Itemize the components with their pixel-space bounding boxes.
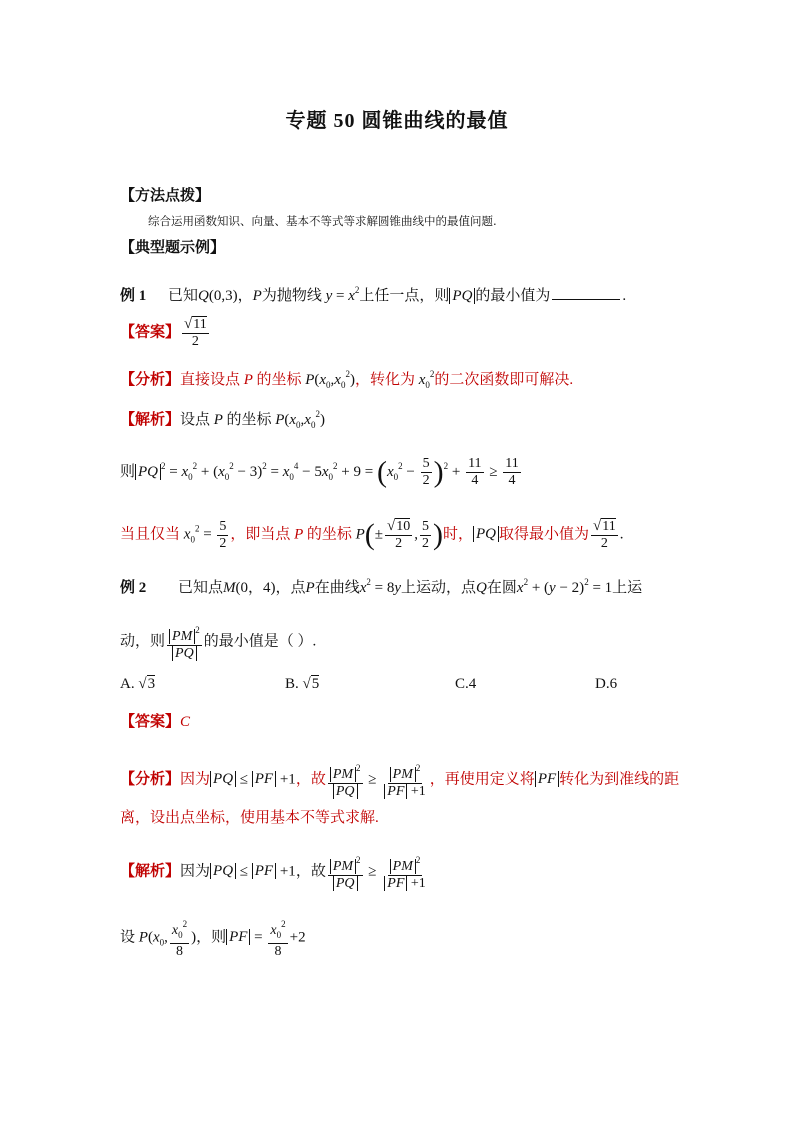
text-fragment: ，转化为 [354, 372, 415, 388]
option-b[interactable]: B. √5 [285, 676, 320, 692]
text-fragment: (0，4)，点 [235, 580, 306, 596]
analysis-label: 【分析】 [120, 372, 181, 388]
text-fragment: 为抛物线 [261, 288, 322, 304]
method-text: 综合运用函数知识、向量、基本不等式等求解圆锥曲线中的最值问题. [148, 214, 497, 228]
text-fragment: 上运动，点 [401, 580, 477, 596]
option-a[interactable]: A. √3 [120, 676, 156, 692]
answer-value: C [180, 714, 191, 730]
example1-label: 例 1 [120, 288, 147, 304]
text-fragment: 的坐标 [226, 412, 272, 428]
text-fragment: 当且仅当 [120, 526, 181, 543]
text-fragment: 因为 [180, 771, 211, 788]
text-fragment: 的二次函数即可解决. [434, 372, 574, 388]
text-fragment: ，再使用定义将 [429, 771, 535, 788]
text-fragment: ，则 [196, 929, 227, 946]
text-fragment: 设点 [180, 412, 211, 428]
example2-analysis: 【分析】因为 PQ ≤ PF +1，故 $\frac{PM ^2}{PQ}$ ≥ $\frac{PM ^2}{PF +1}$ ，再使用定义将 PF 转化为到准线的距 [120, 760, 679, 800]
text-fragment: 动，则 [120, 633, 166, 650]
text-fragment: 设 [120, 929, 136, 946]
page-title: 专题 50 圆锥曲线的最值 [285, 110, 509, 132]
option-b-value: 5 [311, 676, 320, 692]
answer-denominator: 2 [191, 334, 199, 349]
example2-label: 例 2 [120, 580, 147, 596]
text-fragment: 上任一点，则 [359, 288, 450, 304]
text-fragment: 已知 [168, 288, 199, 304]
text-fragment: 直接设点 [180, 372, 241, 388]
math-q-point: Q [198, 288, 209, 304]
answer-numerator: 11 [193, 317, 207, 332]
example2-answer [120, 712, 190, 732]
text-fragment: 的坐标 [256, 372, 302, 388]
option-c[interactable]: C.4 [455, 676, 477, 692]
solution-label: 【解析】 [120, 863, 181, 880]
example1-calc: 则 PQ $^2 = x_0^2 + (x_0^2 - 3)^2 = x_0^4 - 5x_0^2 + 9 = (x_0^2$ − $\frac{5}{2}$ )$^2$ + $\frac{11}{4}$ ≥ $\frac{11}{4}$ [120, 455, 519, 489]
example1-solution: 【解析】设点 P 的坐标 $P(x_0,x_0^2)$ [120, 409, 325, 430]
example2-set-point: 设 $P(x_0$, $\frac{x_0^2}{8}$ )，则 PF = $\frac{x_0^2}{8}$ +2 [120, 916, 306, 960]
answer-fraction: $\frac{√11}{2}$ [184, 316, 207, 349]
analysis-label: 【分析】 [120, 771, 181, 788]
text-fragment: 在圆 [486, 580, 517, 596]
text-fragment: ，故 [295, 863, 326, 880]
option-d[interactable]: D.6 [595, 676, 618, 692]
example2-question: 例 2 已知点M(0，4)，点P在曲线$x^2 = 8y$上运动，点Q在圆$x^2 + (y - 2)^2 = 1$上运 [120, 577, 643, 596]
text-fragment: 的最小值是（ ）. [203, 633, 317, 650]
method-header: 【方法点拨】 [120, 188, 211, 204]
text-fragment: 的最小值为 [475, 288, 551, 304]
example1-answer [120, 316, 211, 350]
text-fragment: 转化为到准线的距 [559, 771, 680, 788]
example2-solution: 【解析】因为 PQ ≤ PF +1，故 $\frac{PM ^2}{PQ}$ ≥ $\frac{PM ^2}{PF +1}$ [120, 852, 430, 892]
text-fragment: 时， [442, 526, 473, 543]
text-fragment: ，故 [295, 771, 326, 788]
text-fragment: 则 [120, 464, 136, 480]
text-fragment: . [622, 288, 627, 304]
answer-label: 【答案】 [120, 714, 181, 730]
example1-condition: 当且仅当 $x_0^2$ = $\frac{5}{2}$ ，即当点 P 的坐标 P(± $\frac{√10}{2}$ , $\frac{5}{2}$ )时， PQ 取得最小值为 $\frac{√11}{2}$ . [120, 518, 624, 551]
text-fragment: 取得最小值为 [499, 526, 590, 543]
answer-label: 【答案】 [120, 324, 181, 341]
option-b-label: B. [285, 676, 299, 692]
text-fragment: 因为 [180, 863, 211, 880]
example1-question: 例 1 已知Q(0,3)，P为抛物线 $y = x^2$上任一点，则 PQ 的最小值为 . [120, 285, 627, 304]
example2-analysis-cont: 离，设出点坐标，使用基本不等式求解. [120, 810, 379, 826]
answer-blank [552, 285, 620, 300]
option-a-label: A. [120, 676, 135, 692]
text-fragment: . [619, 526, 624, 543]
text-fragment: 在曲线 [314, 580, 360, 596]
text-fragment: 已知点 [178, 580, 224, 596]
example1-analysis: 【分析】直接设点 P 的坐标 $P(x_0,x_0^2)$，转化为 $x_0^2$的二次函数即可解决. [120, 369, 574, 390]
text-fragment: ，即当点 [230, 526, 291, 543]
examples-header: 【典型题示例】 [120, 240, 226, 256]
text-fragment: 的坐标 [306, 526, 352, 543]
option-a-value: 3 [147, 676, 156, 692]
example2-question-cont: 动，则 $\frac{PM ^2}{PQ}$ 的最小值是（ ）. [120, 622, 316, 662]
text-fragment: 上运 [612, 580, 643, 596]
solution-label: 【解析】 [120, 412, 181, 428]
text-fragment: ， [237, 288, 253, 304]
